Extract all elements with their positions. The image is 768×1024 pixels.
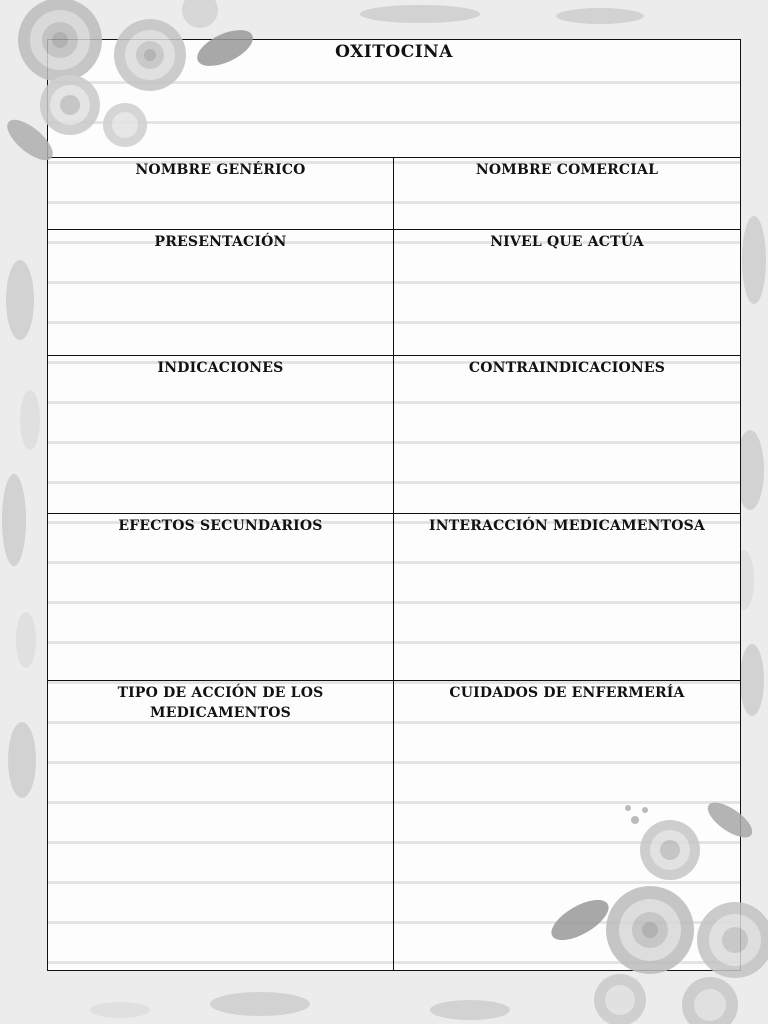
section-label: NOMBRE COMERCIAL [475, 162, 659, 178]
section-label: PRESENTACIÓN [154, 234, 287, 250]
page-title: OXITOCINA [335, 42, 453, 62]
cell-cuidados-de-enfermeria[interactable] [394, 681, 740, 970]
cell-nivel-que-actua[interactable] [394, 230, 740, 356]
title-row [48, 40, 740, 158]
cell-interaccion-medicamentosa[interactable] [394, 514, 740, 681]
section-label: NOMBRE GENÉRICO [135, 162, 306, 178]
cell-nombre-comercial[interactable] [394, 158, 740, 230]
cell-presentacion[interactable] [48, 230, 394, 356]
section-label: INTERACCIÓN MEDICAMENTOSA [428, 518, 706, 534]
cell-tipo-de-accion[interactable] [48, 681, 394, 970]
section-label: CONTRAINDICACIONES [468, 360, 666, 376]
cell-indicaciones[interactable] [48, 356, 394, 514]
cell-efectos-secundarios[interactable] [48, 514, 394, 681]
cell-contraindicaciones[interactable] [394, 356, 740, 514]
section-label: TIPO DE ACCIÓN DE LOS MEDICAMENTOS [117, 685, 324, 721]
section-label: CUIDADOS DE ENFERMERÍA [449, 685, 685, 701]
section-label: NIVEL QUE ACTÚA [490, 234, 644, 250]
drug-info-sheet [47, 39, 741, 971]
section-label: EFECTOS SECUNDARIOS [118, 518, 323, 534]
section-label: INDICACIONES [157, 360, 284, 376]
cell-nombre-generico[interactable] [48, 158, 394, 230]
info-grid [48, 158, 740, 970]
